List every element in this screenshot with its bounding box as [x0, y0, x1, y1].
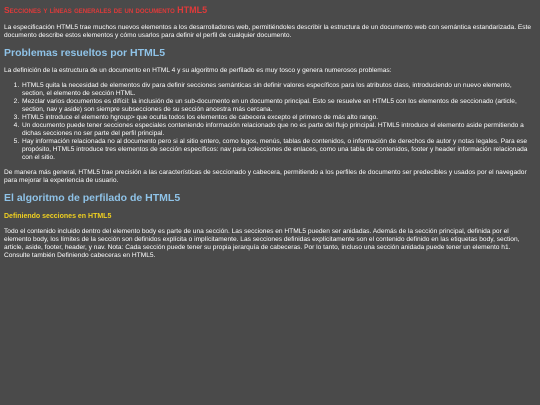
section-title-problems: Problemas resueltos por HTML5 — [4, 47, 166, 59]
page-title-suffix: HTML5 — [177, 5, 208, 15]
list-item: 3. HTML5 introduce el elemento hgroup> que oculta todos los elementos de cabecera excepto el primero de más alto rango. — [21, 114, 536, 122]
page-title — [4, 5, 536, 15]
algorithm-paragraph: Todo el contenido incluido dentro del elemento body es parte de una sección. Las secciones en HTML5 pueden ser anidadas. Además de la sección principal, definida por el elemento body, los límites de la sección son definidos explícita o implícitamente. Las secciones definidas explícitamente son el contenido definido en las etiquetas body, section, article, aside, footer, header, y nav. Nota: Cada sección puede tener su propia jerarquía de cabeceras. Por lo tanto, incluso una sección anidada puede tener un elemento h1. Consulte también Definiendo cabeceras en HTML5. — [4, 228, 520, 259]
list-item: 5. Hay información relacionada no al documento pero si al sitio entero, como logos, menús, tablas de contenidos, o información de derechos de autor y notas legales. Para ese propósito, HTML5 introduce tres elementos de sección específicos: nav para colecciones de enlaces, como una tabla de contenidos, footer y header información relacionada con el sitio. — [21, 138, 536, 162]
intro-paragraph: La especificación HTML5 trae muchos nuevos elementos a los desarrolladores web, permitiéndoles describir la estructura de un documento web con semántica estandarizada. Este documento describe estos elementos y cómo usarlos para definir el perfil de cualquier documento. — [4, 24, 532, 39]
list-item: 1. HTML5 quita la necesidad de elementos div para definir secciones semánticas sin definir valores específicos para los atributos class, introduciendo un nuevo elemento, section, el elemento de sección HTML. — [21, 82, 536, 98]
problems-intro: La definición de la estructura de un documento en HTML 4 y su algoritmo de perfilado es muy tosco y genera numerosos problemas: — [4, 67, 392, 74]
list-item: 2. Mezclar varios documentos es difícil: la inclusión de un sub-documento en un documento principal. Esto se resuelve en HTML5 con los elementos de seccionado (article, section, nav y aside) son siempre subsecciones de su sección ancestra más cercana. — [21, 98, 536, 114]
problems-list — [4, 82, 536, 162]
list-item: 4. Un documento puede tener secciones especiales conteniendo información relacionado que no es parte del flujo principal. HTML5 introduce el elemento aside permitiendo a dichas secciones no ser parte del perfil principal. — [21, 122, 536, 138]
problems-conclusion: De manera más general, HTML5 trae precisión a las características de seccionado y cabecera, permitiendo a los perfiles de documento ser predecibles y usados por el navegador para mejorar la experiencia de usuario. — [4, 169, 527, 184]
page-title-small-caps: Secciones y líneas generales de un documento — [4, 5, 175, 15]
section-title-algorithm: El algoritmo de perfilado de HTML5 — [4, 192, 181, 204]
subsection-title-defining-sections: Definiendo secciones en HTML5 — [4, 213, 112, 220]
